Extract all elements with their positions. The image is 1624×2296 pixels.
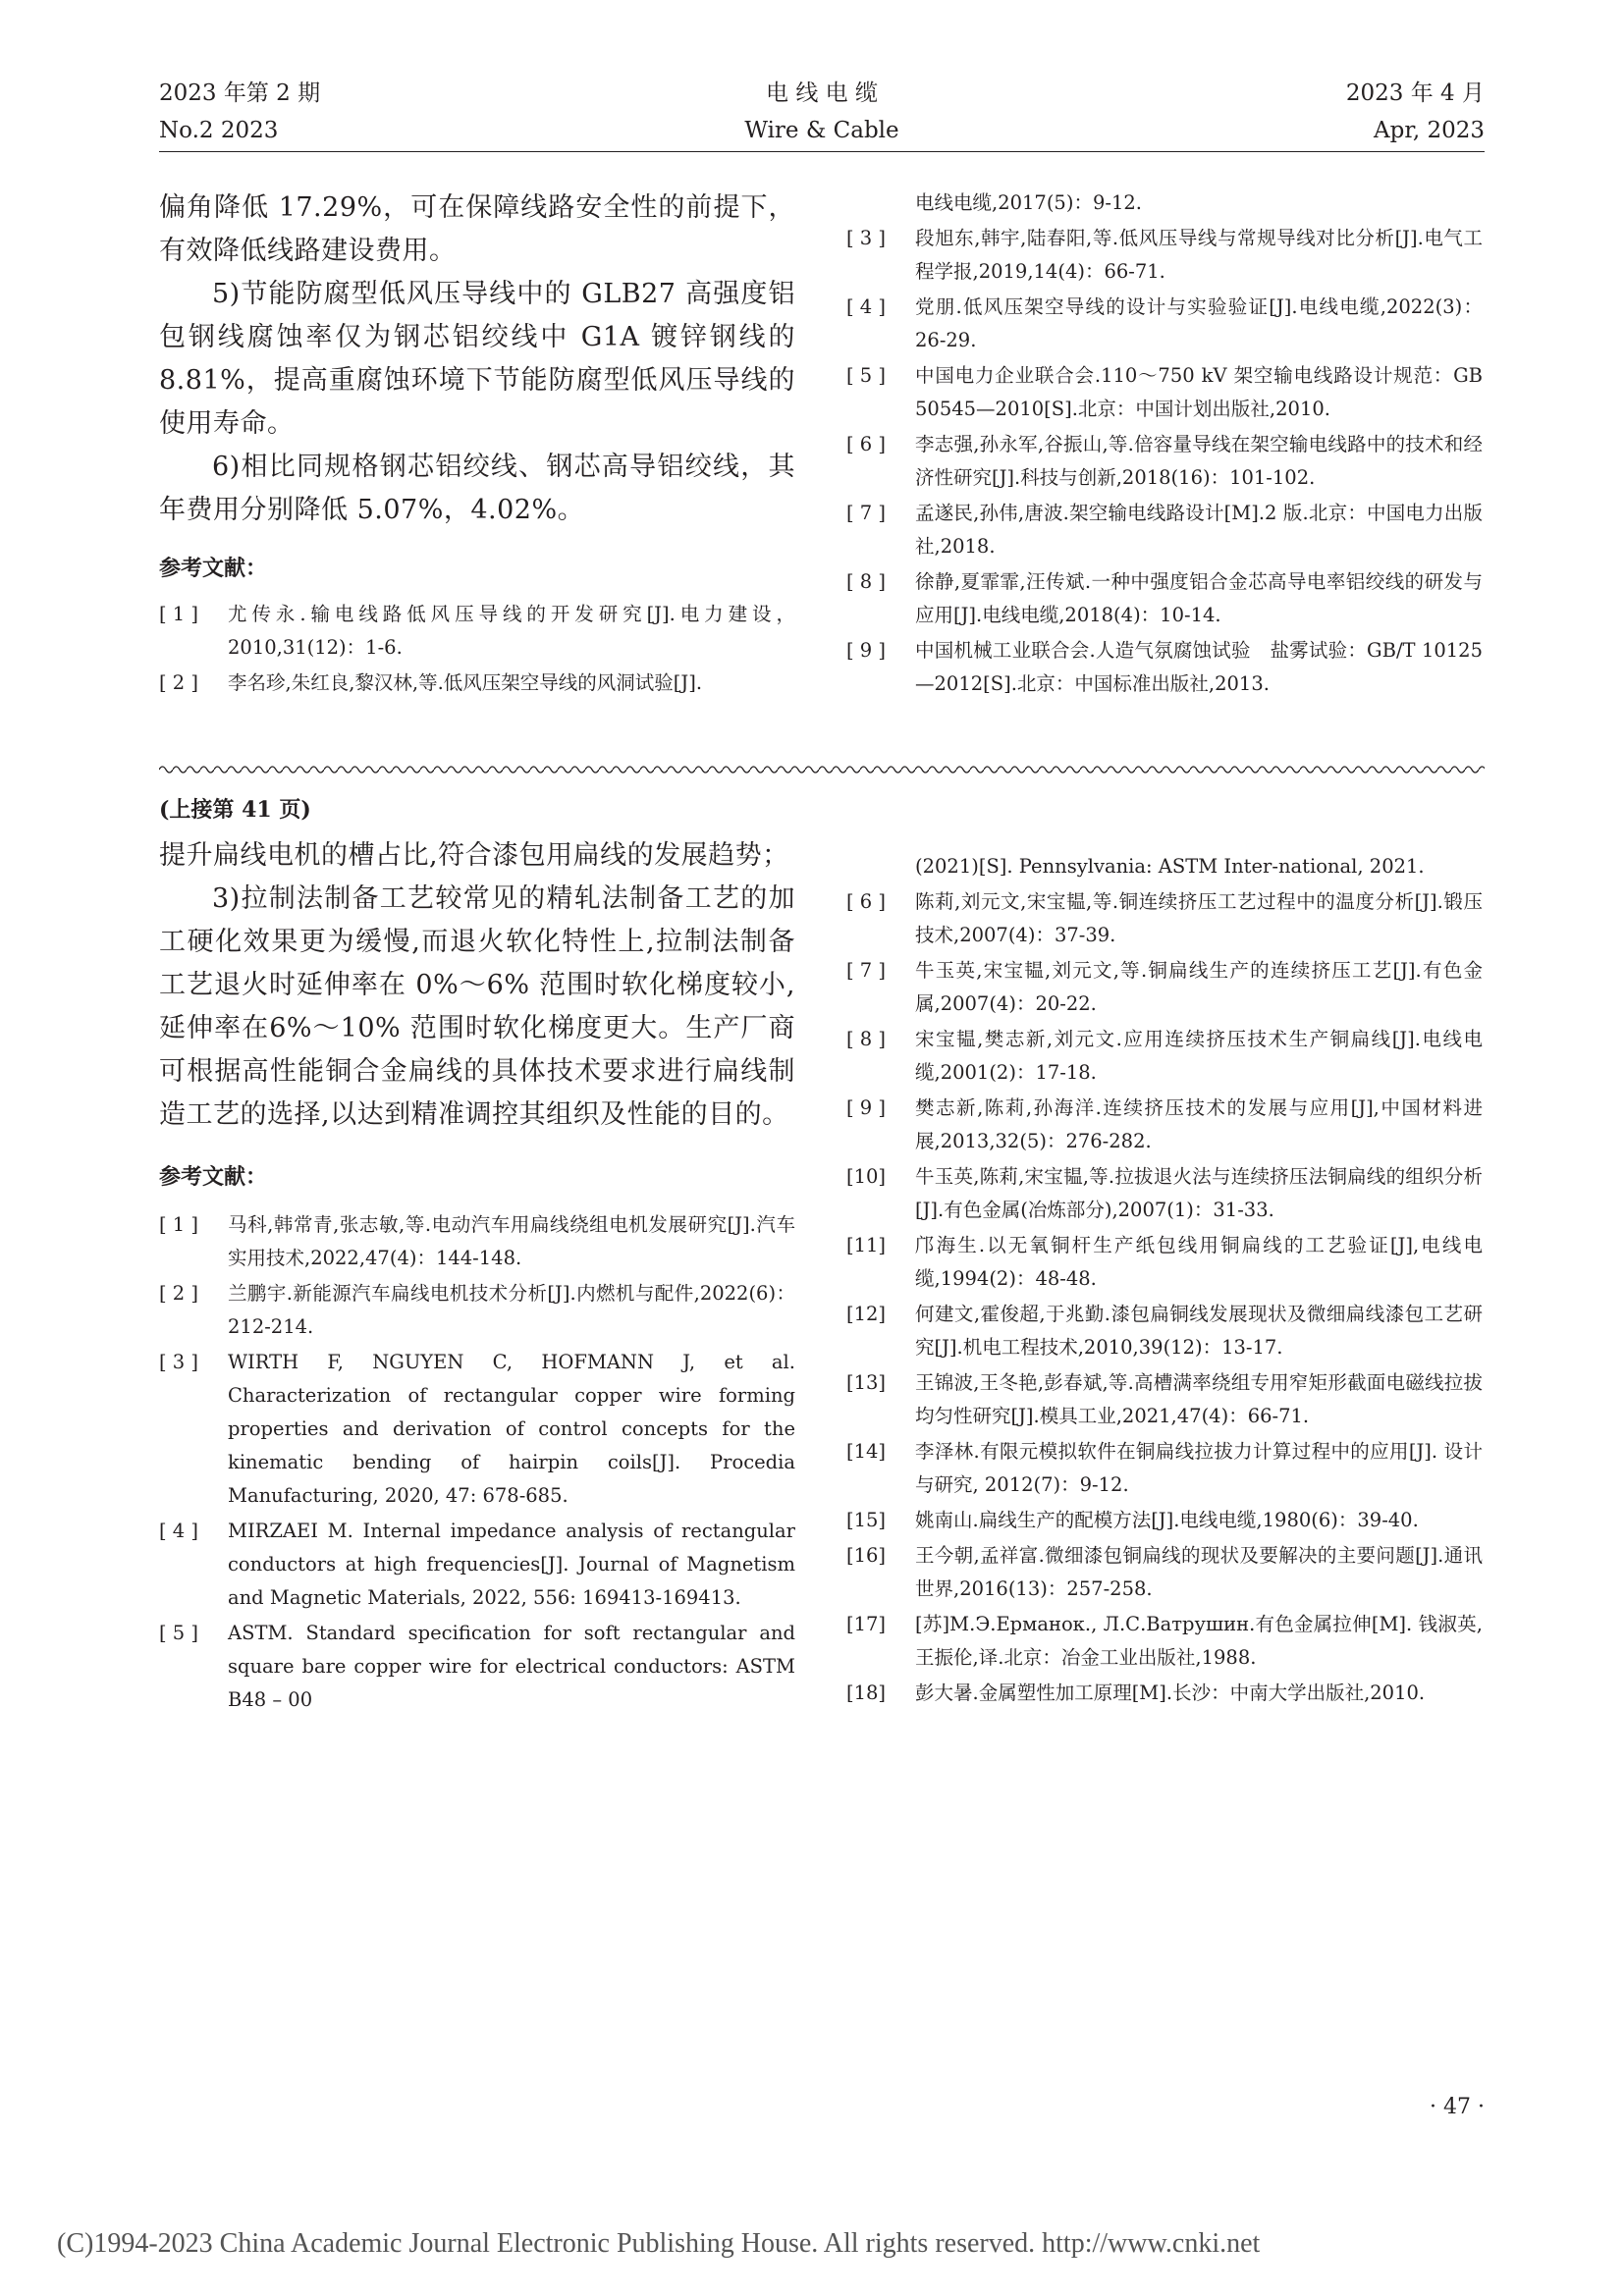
reference-number: [16]: [846, 1544, 887, 1567]
reference-text: 彭大暑.金属塑性加工原理[M].长沙：中南大学出版社,2010.: [915, 1682, 1426, 1704]
reference-text: [苏]M.Э.Ерманок., Л.С.Ватрушин.有色金属拉伸[M]. 钱淑英,王振伦,译.北京：冶金工业出版社,1988.: [915, 1613, 1483, 1669]
references-heading: 参考文献：: [159, 1164, 268, 1190]
reference-item: [159, 1208, 795, 1275]
header-issue-cn: 2023 年第 2 期: [159, 80, 321, 106]
reference-item: [159, 1277, 795, 1344]
body-paragraph: 提升扁线电机的槽占比,符合漆包用扁线的发展趋势；: [159, 840, 789, 871]
reference-text: 孟遂民,孙伟,唐波.架空输电线路设计[M].2 版.北京：中国电力出版社,2018.: [915, 502, 1483, 558]
reference-text: 徐静,夏霏霏,汪传斌.一种中强度铝合金芯高导电率铝绞线的研发与应用[J].电线电缆,2018(4)：10-14.: [915, 570, 1483, 626]
reference-item: [846, 1160, 1483, 1227]
reference-item: [846, 850, 1483, 883]
reference-list: [846, 187, 1483, 701]
reference-item: [846, 1229, 1483, 1296]
body-paragraph: 6)相比同规格钢芯铝绞线、钢芯高导铝绞线，其年费用分别降低 5.07%，4.02%。: [159, 452, 795, 525]
reference-item: [846, 428, 1483, 495]
reference-number: [14]: [846, 1440, 887, 1463]
reference-item: [846, 1092, 1483, 1158]
reference-text: WIRTH F, NGUYEN C, HOFMANN J, et al. Characterization of rectangular copper wire forming properties and derivation of control concepts for the kinematic bending of hairpin coils[J]. Procedia Manufacturing, 2020, 47: 678-685.: [228, 1351, 795, 1507]
reference-item: [846, 1435, 1483, 1502]
reference-item: [159, 1515, 795, 1615]
reference-number: [15]: [846, 1509, 887, 1531]
reference-number: [13]: [846, 1371, 887, 1394]
reference-item: [846, 634, 1483, 701]
top-right-column: [846, 187, 1483, 703]
reference-number: [ 7 ]: [846, 502, 887, 524]
reference-number: [11]: [846, 1234, 887, 1256]
reference-number: [ 6 ]: [846, 890, 887, 913]
reference-text: 牛玉英,陈莉,宋宝韫,等.拉拔退火法与连续挤压法铜扁线的组织分析[J].有色金属(冶炼部分),2007(1)：31-33.: [915, 1165, 1483, 1221]
reference-number: [ 8 ]: [846, 570, 887, 593]
reference-text: 李泽林.有限元模拟软件在铜扁线拉拔力计算过程中的应用[J]. 设计与研究, 2012(7)：9-12.: [915, 1440, 1483, 1496]
reference-item: [846, 359, 1483, 426]
header-issue-en: No.2 2023: [159, 118, 279, 143]
reference-number: [ 3 ]: [846, 227, 887, 249]
reference-item: [846, 1608, 1483, 1675]
body-paragraph: 3)拉制法制备工艺较常见的精轧法制备工艺的加工硬化效果更为缓慢,而退火软化特性上,拉制法制备工艺退火时延伸率在 0%～6% 范围时软化梯度较小,延伸率在6%～10% 范围时软化梯度更大。生产厂商可根据高性能铜合金扁线的具体技术要求进行扁线制造工艺的选择,以达到精准调控其组织及性能的目的。: [159, 883, 795, 1130]
reference-number: [ 7 ]: [846, 959, 887, 982]
reference-item: [846, 1298, 1483, 1364]
bottom-left-column: [159, 834, 795, 1719]
reference-number: [ 5 ]: [846, 364, 887, 387]
reference-number: [12]: [846, 1303, 887, 1325]
reference-number: [ 4 ]: [846, 295, 887, 318]
reference-text: 段旭东,韩宇,陆春阳,等.低风压导线与常规导线对比分析[J].电气工程学报,2019,14(4)：66-71.: [915, 227, 1483, 283]
reference-text: 李志强,孙永军,谷振山,等.倍容量导线在架空输电线路中的技术和经济性研究[J].科技与创新,2018(16)：101-102.: [915, 433, 1483, 489]
reference-item: [159, 667, 795, 700]
reference-text: 王锦波,王冬艳,彭春斌,等.高槽满率绕组专用窄矩形截面电磁线拉拔均匀性研究[J].模具工业,2021,47(4)：66-71.: [915, 1371, 1483, 1427]
reference-text: 樊志新,陈莉,孙海洋.连续挤压技术的发展与应用[J],中国材料进展,2013,32(5)：276-282.: [915, 1096, 1483, 1152]
reference-item: [846, 497, 1483, 563]
reference-text: 尤传永.输电线路低风压导线的开发研究[J].电力建设，2010,31(12)：1-6.: [228, 603, 795, 659]
header-rule: [159, 151, 1485, 152]
reference-text: 党朋.低风压架空导线的设计与实验验证[J].电线电缆,2022(3)：26-29.: [915, 295, 1483, 351]
reference-text: 兰鹏宇.新能源汽车扁线电机技术分析[J].内燃机与配件,2022(6)：212-214.: [228, 1282, 795, 1338]
reference-list: [159, 1208, 795, 1717]
reference-item: [846, 291, 1483, 357]
reference-number: [ 9 ]: [846, 639, 887, 662]
top-left-column: [159, 187, 795, 702]
reference-item: [846, 1539, 1483, 1606]
reference-number: [ 4 ]: [159, 1520, 199, 1542]
reference-text: 电线电缆,2017(5)：9-12.: [915, 191, 1142, 214]
reference-item: [846, 1677, 1483, 1710]
reference-text: MIRZAEI M. Internal impedance analysis of rectangular conductors at high frequencies[J]. Journal of Magnetism and Magnetic Materials, 2022, 556: 169413-169413.: [228, 1520, 795, 1609]
reference-number: [ 1 ]: [159, 603, 199, 625]
reference-text: 马科,韩常青,张志敏,等.电动汽车用扁线绕组电机发展研究[J].汽车实用技术,2022,47(4)：144-148.: [228, 1213, 795, 1269]
header-date-cn: 2023 年 4 月: [1345, 80, 1485, 106]
reference-item: [846, 565, 1483, 632]
body-paragraph: 偏角降低 17.29%，可在保障线路安全性的前提下，有效降低线路建设费用。: [159, 192, 795, 266]
reference-item: [846, 885, 1483, 952]
reference-text: ASTM. Standard specification for soft rectangular and square bare copper wire for electrical conductors: ASTM B48 – 00: [228, 1622, 795, 1711]
reference-text: 姚南山.扁线生产的配模方法[J].电线电缆,1980(6)：39-40.: [915, 1509, 1419, 1531]
header-journal: [159, 75, 1485, 149]
reference-item: [846, 1366, 1483, 1433]
continued-note: (上接第 41 页): [159, 797, 311, 823]
reference-number: [ 1 ]: [159, 1213, 199, 1236]
reference-item: [846, 222, 1483, 289]
reference-text: 李名珍,朱红良,黎汉林,等.低风压架空导线的风洞试验[J].: [228, 671, 703, 694]
reference-item: [846, 1504, 1483, 1537]
reference-text: 中国电力企业联合会.110～750 kV 架空输电线路设计规范：GB 50545—2010[S].北京：中国计划出版社,2010.: [915, 364, 1483, 420]
header-journal-cn: 电 线 电 缆: [766, 80, 878, 106]
bottom-right-column: [846, 850, 1483, 1712]
reference-number: [ 9 ]: [846, 1096, 887, 1119]
reference-item: [846, 1023, 1483, 1090]
reference-number: [ 8 ]: [846, 1028, 887, 1050]
reference-list: [846, 850, 1483, 1710]
reference-number: [ 2 ]: [159, 1282, 199, 1305]
reference-text: (2021)[S]. Pennsylvania: ASTM Inter-national, 2021.: [915, 855, 1425, 878]
reference-item: [846, 187, 1483, 220]
reference-number: [ 2 ]: [159, 671, 199, 694]
reference-list: [159, 598, 795, 700]
page-number: · 47 ·: [1430, 2095, 1485, 2119]
reference-number: [17]: [846, 1613, 887, 1635]
header-journal-en: Wire & Cable: [744, 118, 899, 143]
reference-text: 牛玉英,宋宝韫,刘元文,等.铜扁线生产的连续挤压工艺[J].有色金属,2007(4)：20-22.: [915, 959, 1483, 1015]
reference-text: 陈莉,刘元文,宋宝韫,等.铜连续挤压工艺过程中的温度分析[J].锻压技术,2007(4)：37-39.: [915, 890, 1483, 946]
reference-text: 邝海生.以无氧铜杆生产纸包线用铜扁线的工艺验证[J],电线电缆,1994(2)：48-48.: [915, 1234, 1483, 1290]
reference-item: [159, 598, 795, 665]
header-date-en: Apr, 2023: [1374, 118, 1485, 143]
copyright-footer: (C)1994-2023 China Academic Journal Electronic Publishing House. All rights reserved. http://www.cnki.net: [57, 2228, 1261, 2259]
reference-item: [159, 1617, 795, 1717]
reference-number: [ 3 ]: [159, 1351, 199, 1373]
references-heading: 参考文献：: [159, 556, 268, 581]
body-paragraph: 5)节能防腐型低风压导线中的 GLB27 高强度铝包钢线腐蚀率仅为钢芯铝绞线中 G1A 镀锌钢线的 8.81%，提高重腐蚀环境下节能防腐型低风压导线的使用寿命。: [159, 279, 795, 439]
reference-item: [846, 954, 1483, 1021]
reference-number: [ 5 ]: [159, 1622, 199, 1644]
reference-text: 何建文,霍俊超,于兆勤.漆包扁铜线发展现状及微细扁线漆包工艺研究[J].机电工程技术,2010,39(12)：13-17.: [915, 1303, 1483, 1359]
header-date: [1346, 75, 1485, 149]
wavy-divider: [159, 760, 1485, 779]
reference-item: [159, 1346, 795, 1513]
reference-number: [10]: [846, 1165, 887, 1188]
reference-text: 中国机械工业联合会.人造气氛腐蚀试验 盐雾试验：GB/T 10125—2012[S].北京：中国标准出版社,2013.: [915, 639, 1483, 695]
reference-number: [18]: [846, 1682, 887, 1704]
page-header: [159, 75, 1485, 153]
reference-text: 王今朝,孟祥富.微细漆包铜扁线的现状及要解决的主要问题[J].通讯世界,2016(13)：257-258.: [915, 1544, 1483, 1600]
reference-text: 宋宝韫,樊志新,刘元文.应用连续挤压技术生产铜扁线[J].电线电缆,2001(2)：17-18.: [915, 1028, 1483, 1084]
reference-number: [ 6 ]: [846, 433, 887, 455]
